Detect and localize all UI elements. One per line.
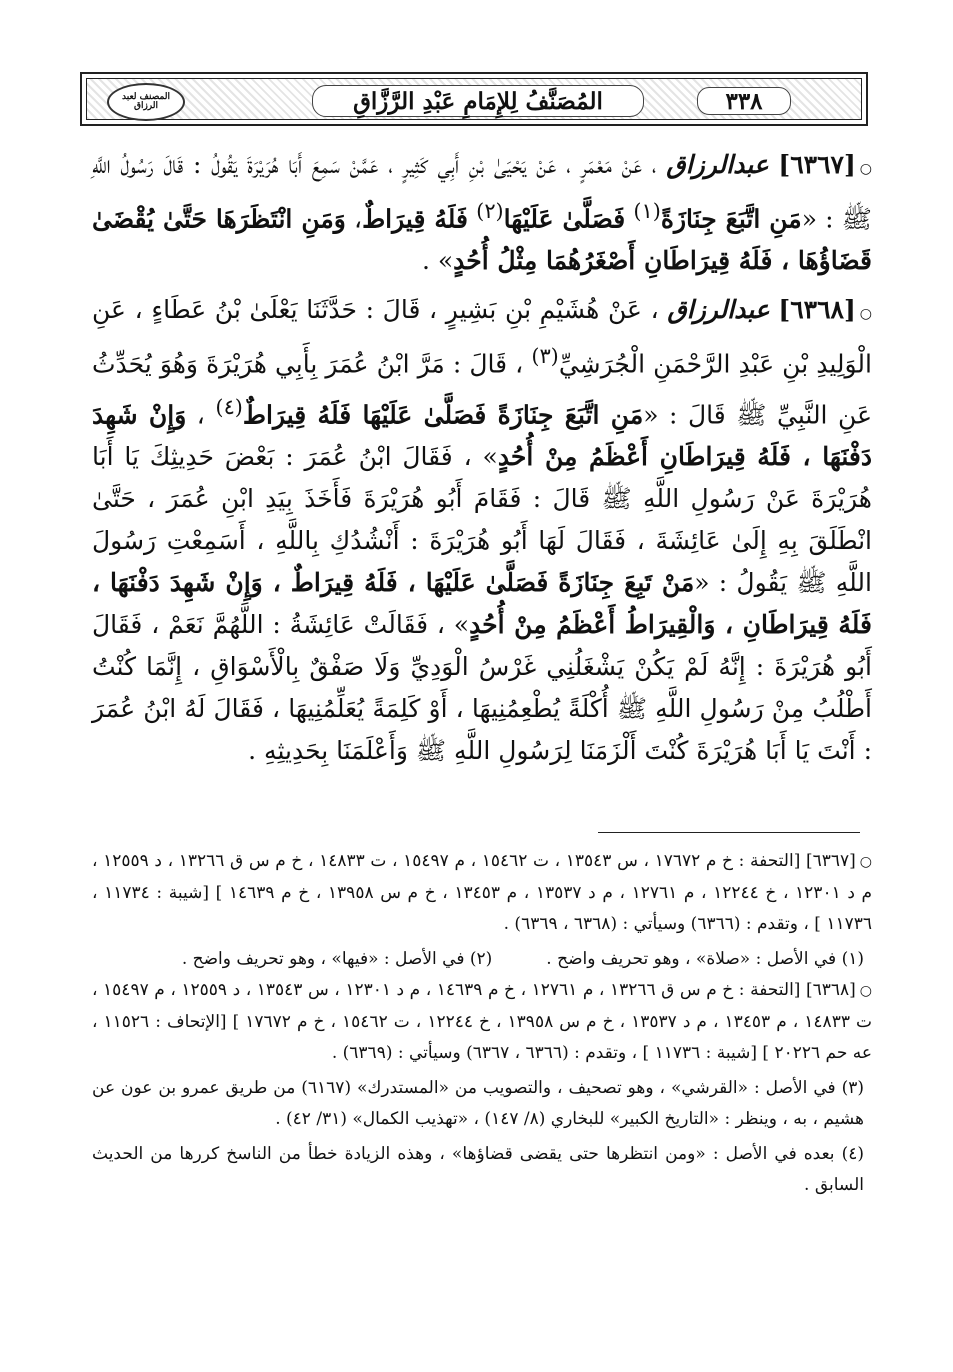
takhrij-marker-icon: ○ — [859, 854, 872, 870]
hadith-text: ، — [186, 399, 205, 429]
hadith-text: ، عَنْ مَعْمَرٍ ، عَنْ يَحْيَىٰ بْنِ أَبِي كَثِيرٍ ، عَمَّنْ سَمِعَ أَبَا هُرَيْرَةَ يَقُولُ : قَالَ رَسُولُ اللَّهِ ﷺ : « — [92, 150, 872, 234]
page-header — [80, 72, 868, 126]
hadith-6368 — [92, 289, 872, 772]
page-number: ٣٣٨ — [697, 87, 791, 115]
hadith-matn: مَنِ اتَّبَعَ جِنَازَةً فَصَلَّىٰ عَلَيْهَا فَلَهُ قِيرَاطٌ — [242, 399, 644, 429]
hadith-text: » ، فَقَالَ ابْنُ عُمَرَ : بَعْضَ حَدِيثِكَ يَا أَبَا هُرَيْرَةَ عَنْ رَسُولِ اللَّهِ ﷺ قَالَ : فَقَامَ أَبُو هُرَيْرَةَ فَأَخَذَ بِيَدِ ابْنِ عُمَرَ ، حَتَّىٰ انْطَلَقَ بِهِ إِلَىٰ عَائِشَةَ ، فَقَالَ لَهَا أَبُو هُرَيْرَةَ : أَنْشُدُكِ بِاللَّهِ ، أَسَمِعْتِ رَسُولَ اللَّهِ ﷺ يَقُولُ : « — [92, 441, 872, 597]
hadith-text: » . — [421, 246, 454, 276]
footnote-1: (١) في الأصل : «صلاة» ، وهو تحريف واضح . — [546, 949, 864, 969]
hadith-text: ، قَالَ : مَرَّ ابْنُ عُمَرَ بِأَبِي هُرَيْرَةَ وَهُوَ يُحَدِّثُ عَنِ النَّبِيِّ ﷺ قَالَ : « — [92, 349, 872, 429]
footnote-ref: (١) — [633, 199, 661, 223]
takhrij-text: [٦٣٦٨] [التحفة : خ م س ق ١٣٢٦٦ ، م ١٢٧٦١ ، خ م ١٤٦٣٩ ، م د ١٢٣٠١ ، س ١٣٥٤٣ ، د ١٢٥٥٩ ، م ١٥٤٩٧ ، ت ١٤٨٣٣ ، م ١٣٤٥٣ ، م د ١٣٥٣٧ ، خ م س ١٣٩٥٨ ، خ ١٢٢٤٤ ، ت ١٥٤٦٢ ، خ م ١٧٦٧٢ ] [الإتحاف : ١١٥٢٦ ، عه حم ٢٠٢٢٦ ] [شيبة : ١١٧٣٦ ] ، وتقدم : (٦٣٦٦ ، ٦٣٦٧) وسيأتي : (٦٣٦٩) . — [92, 980, 872, 1063]
footnote-3: (٣) في الأصل : «القرشي» ، وهو تصحيف ، والتصويب من «المستدرك» (٦١٦٧) من طريق عمرو بن عون عن هشيم ، به ، وينظر : «التاريخ الكبير» للبخاري (٨/ ١٤٧) ، «تهذيب الكمال» (٣١/ ٤٢) . — [92, 1078, 864, 1129]
hadith-number: [٦٣٦٨] — [778, 295, 856, 325]
book-seal-logo: المصنف لعبد الرزاق — [107, 83, 185, 121]
takhrij-text: [٦٣٦٧] [التحفة : خ م ١٧٦٧٢ ، س ١٣٥٤٣ ، ت ١٥٤٦٢ ، م ١٥٤٩٧ ، ت ١٤٨٣٣ ، خ م س ق ١٣٢٦٦ ، د ١٢٥٥٩ ، م د ١٢٣٠١ ، خ ١٢٢٤٤ ، م ١٢٧٦١ ، م د ١٣٥٣٧ ، م ١٣٤٥٣ ، خ م س ١٣٩٥٨ ، خ م ١٤٦٣٩ ] [شيبة : ١١٧٣٤ ، ١١٧٣٦ ] ، وتقدم : (٦٣٦٦) وسيأتي : (٦٣٦٨ ، ٦٣٦٩) . — [92, 851, 873, 934]
main-text — [92, 144, 872, 779]
header-ornament — [86, 78, 862, 120]
hadith-matn: مَنِ اتَّبَعَ جِنَازَةً — [660, 204, 802, 234]
hadith-author: عبدالرزاق — [667, 295, 770, 325]
hadith-text: » ، فَقَالَتْ عَائِشَةُ : اللَّهُمَّ نَعَمْ ، فَقَالَ أَبُو هُرَيْرَةَ : إِنَّهُ لَمْ يَكُنْ يَشْغَلُنِي غَرْسُ الْوَدِيِّ وَلَا صَفْقٌ بِالْأَسْوَاقِ ، إِنَّمَا كُنْتُ أَطْلُبُ مِنْ رَسُولِ اللَّهِ ﷺ أُكْلَةً يُطْعِمُنِيهَا ، أَوْ كَلِمَةً يُعَلِّمُنِيهَا ، فَقَالَ لَهُ ابْنُ عُمَرَ : أَنْتَ يَا أَبَا هُرَيْرَةَ كُنْتَ أَلْزَمَنَا لِرَسُولِ اللَّهِ ﷺ وَأَعْلَمَنَا بِحَدِيثِهِ . — [92, 609, 872, 765]
hadith-matn: فَصَلَّىٰ عَلَيْهَا — [503, 204, 626, 234]
hadith-6367 — [92, 144, 872, 282]
takhrij-marker-icon: ○ — [859, 983, 873, 999]
footnote-ref: (٢) — [476, 199, 504, 223]
hadith-author: عبدالرزاق — [666, 150, 769, 179]
hadith-matn: مَنْ تَبِعَ جِنَازَةً فَصَلَّىٰ عَلَيْهَا ، فَلَهُ قِيرَاطٌ ، وَإِنْ شَهِدَ دَفْنَهَا ، فَلَهُ قِيرَاطَانِ ، وَالْقِيرَاطُ أَعْظَمُ مِنْ أُحُدٍ — [92, 567, 872, 639]
takhrij-6367 — [92, 846, 872, 940]
takhrij-6368 — [92, 975, 872, 1069]
hadith-text: ، عَنْ هُشَيْمِ بْنِ بَشِيرٍ ، قَالَ : حَدَّثَنَا يَعْلَىٰ بْنُ عَطَاءٍ ، عَنِ الْوَلِيدِ بْنِ عَبْدِ الرَّحْمَنِ الْجُرَشِيِّ — [92, 295, 872, 379]
footnote-2: (٢) في الأصل : «فيها» ، وهو تحريف واضح . — [181, 949, 493, 969]
footnote-row — [92, 944, 872, 975]
footnotes — [92, 846, 872, 1205]
hadith-matn: وَإِنْ شَهِدَ دَفْنَهَا ، فَلَهُ قِيرَاطَانِ أَعْظَمُ مِنْ أُحُدٍ — [92, 399, 872, 471]
hadith-matn: وَمَنِ انْتَظَرَهَا حَتَّىٰ يُقْضَىٰ قَضَاؤُهَا ، فَلَهُ قِيرَاطَانِ أَصْغَرُهُمَا مِثْلُ أُحُدٍ — [92, 204, 872, 276]
footnote-ref: (٣) — [531, 344, 559, 369]
hadith-text: ، — [345, 204, 363, 234]
hadith-marker-icon: ○ — [859, 306, 873, 323]
hadith-matn: فَلَهُ قِيرَاطٌ — [362, 204, 468, 234]
footnote-4: (٤) بعده في الأصل : «ومن انتظرها حتى يقضى قضاؤها» ، وهذه الزيادة خطأ من الناسخ كررها من الحديث السابق . — [92, 1144, 864, 1195]
hadith-number: [٦٣٦٧] — [778, 150, 856, 179]
hadith-marker-icon: ○ — [859, 161, 873, 177]
footnote-divider — [598, 832, 860, 833]
book-title: المُصَنَّفُ لِلإِمَامِ عَبْدِ الرَّزَّاقِ — [312, 85, 644, 117]
footnote-ref: (٤) — [215, 394, 243, 419]
